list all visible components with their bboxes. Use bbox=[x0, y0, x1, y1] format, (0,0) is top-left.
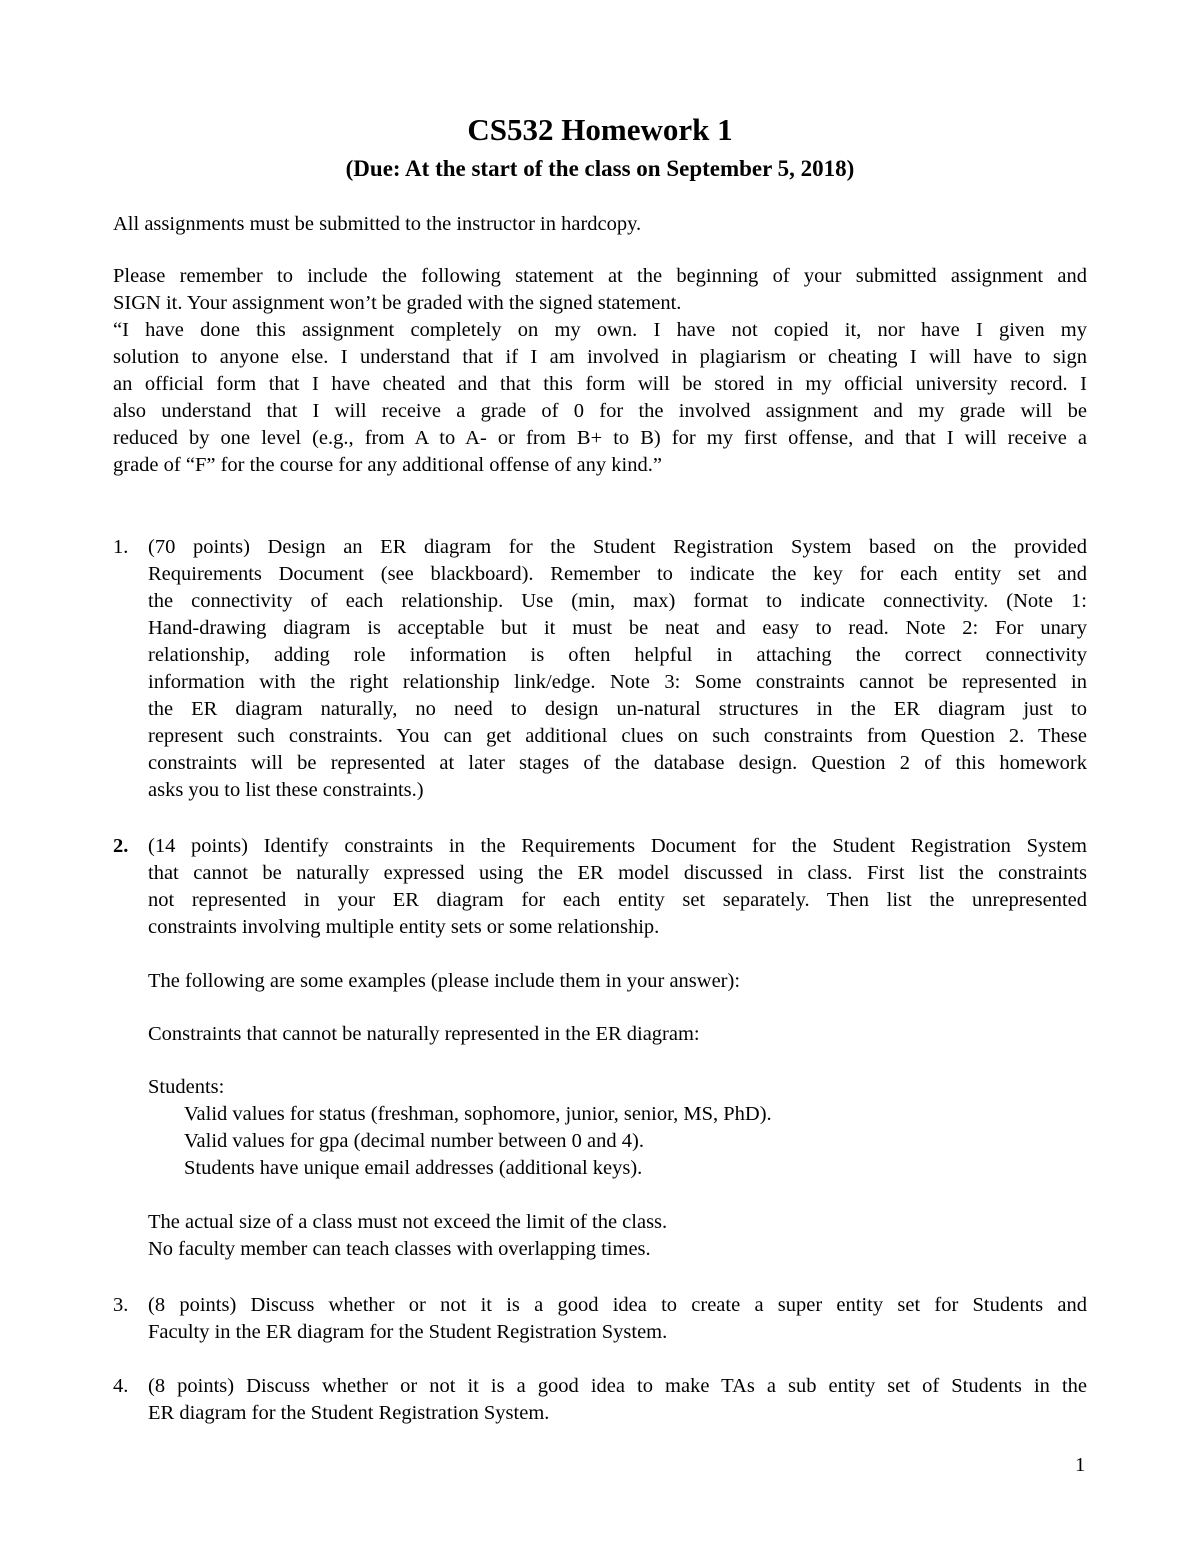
question-line: Requirements Document (see blackboard). Remember to indicate the key for each entity set and bbox=[148, 563, 1087, 585]
question-text bbox=[148, 1292, 1087, 1346]
examples-intro: The following are some examples (please include them in your answer): bbox=[148, 970, 741, 992]
question-text bbox=[148, 1373, 1087, 1427]
question-line: (14 points) Identify constraints in the Requirements Document for the Student Registration System bbox=[148, 835, 1087, 857]
question-line: (70 points) Design an ER diagram for the Student Registration System based on the provided bbox=[148, 536, 1087, 558]
student-constraint: Students have unique email addresses (additional keys). bbox=[184, 1157, 643, 1179]
submission-note: All assignments must be submitted to the instructor in hardcopy. bbox=[113, 213, 642, 235]
question-line: information with the right relationship link/edge. Note 3: Some constraints cannot be represented in bbox=[148, 671, 1087, 693]
question-line: (8 points) Discuss whether or not it is a good idea to make TAs a sub entity set of Students in the bbox=[148, 1375, 1087, 1397]
page-number: 1 bbox=[1075, 1454, 1086, 1476]
constraints-heading: Constraints that cannot be naturally represented in the ER diagram: bbox=[148, 1023, 700, 1045]
question-line: ER diagram for the Student Registration System. bbox=[148, 1402, 550, 1424]
question-number: 3. bbox=[113, 1294, 129, 1316]
question-line: (8 points) Discuss whether or not it is a good idea to create a super entity set for Students and bbox=[148, 1294, 1087, 1316]
statement-line: reduced by one level (e.g., from A to A- or from B+ to B) for my first offense, and that I will receive a bbox=[113, 427, 1087, 449]
statement-line: solution to anyone else. I understand that if I am involved in plagiarism or cheating I will have to sign bbox=[113, 346, 1087, 368]
question-line: asks you to list these constraints.) bbox=[148, 779, 424, 801]
question-line: Faculty in the ER diagram for the Student Registration System. bbox=[148, 1321, 668, 1343]
statement-line: SIGN it. Your assignment won’t be graded with the signed statement. bbox=[113, 292, 682, 314]
student-constraint: Valid values for gpa (decimal number between 0 and 4). bbox=[184, 1130, 644, 1152]
honor-statement bbox=[113, 263, 1087, 479]
document-title: CS532 Homework 1 bbox=[467, 112, 733, 147]
question-line: represent such constraints. You can get additional clues on such constraints from Question 2. These bbox=[148, 725, 1087, 747]
other-constraint: No faculty member can teach classes with overlapping times. bbox=[148, 1238, 651, 1260]
statement-line: an official form that I have cheated and that this form will be stored in my official university record. I bbox=[113, 373, 1087, 395]
question-text bbox=[148, 534, 1087, 804]
statement-line: “I have done this assignment completely on my own. I have not copied it, nor have I given my bbox=[113, 319, 1087, 341]
question-line: relationship, adding role information is often helpful in attaching the correct connectivity bbox=[148, 644, 1087, 666]
question-number: 1. bbox=[113, 536, 129, 558]
question-line: constraints will be represented at later stages of the database design. Question 2 of this homework bbox=[148, 752, 1087, 774]
due-date: (Due: At the start of the class on September 5, 2018) bbox=[345, 156, 855, 181]
question-text bbox=[148, 833, 1087, 941]
question-line: constraints involving multiple entity sets or some relationship. bbox=[148, 916, 660, 938]
question-line: the connectivity of each relationship. Use (min, max) format to indicate connectivity. (Note 1: bbox=[148, 590, 1087, 612]
statement-line: grade of “F” for the course for any additional offense of any kind.” bbox=[113, 454, 662, 476]
question-line: the ER diagram naturally, no need to design un-natural structures in the ER diagram just to bbox=[148, 698, 1087, 720]
question-number: 4. bbox=[113, 1375, 129, 1397]
statement-line: Please remember to include the following statement at the beginning of your submitted assignment and bbox=[113, 265, 1087, 287]
student-constraint: Valid values for status (freshman, sophomore, junior, senior, MS, PhD). bbox=[184, 1103, 772, 1125]
other-constraint: The actual size of a class must not exceed the limit of the class. bbox=[148, 1211, 668, 1233]
students-heading: Students: bbox=[148, 1076, 225, 1098]
question-line: not represented in your ER diagram for each entity set separately. Then list the unrepresented bbox=[148, 889, 1087, 911]
statement-line: also understand that I will receive a grade of 0 for the involved assignment and my grade will be bbox=[113, 400, 1087, 422]
question-number: 2. bbox=[113, 835, 129, 857]
question-line: Hand-drawing diagram is acceptable but it must be neat and easy to read. Note 2: For unary bbox=[148, 617, 1087, 639]
question-line: that cannot be naturally expressed using the ER model discussed in class. First list the constraints bbox=[148, 862, 1087, 884]
